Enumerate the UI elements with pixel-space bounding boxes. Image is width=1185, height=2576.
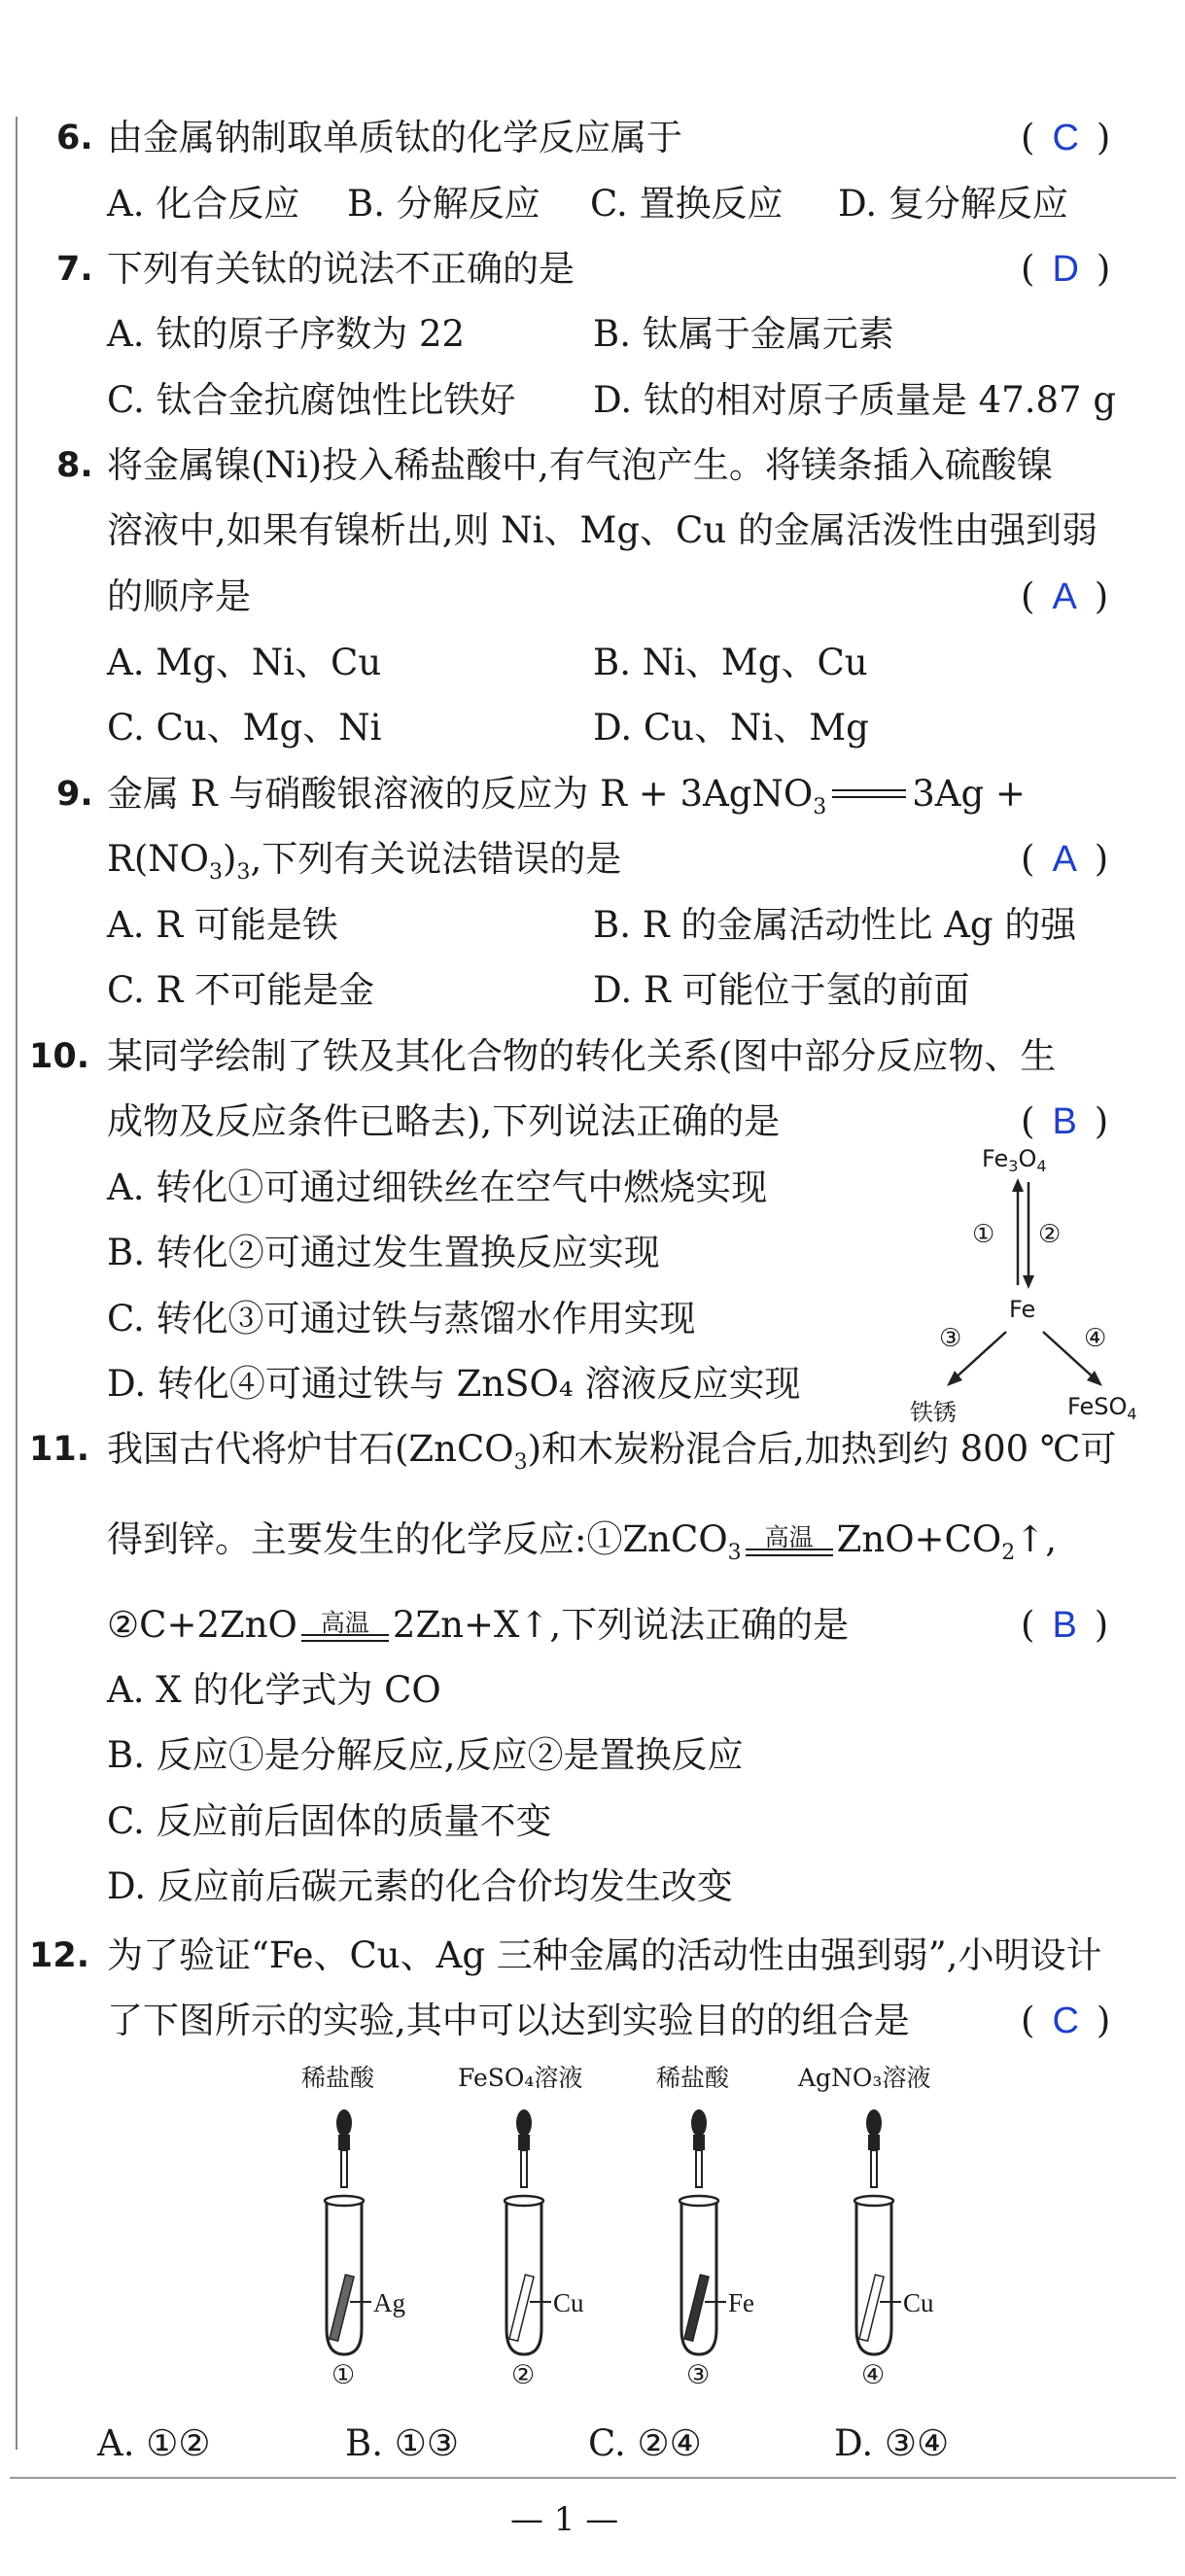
tube-2-number: ② — [511, 2360, 536, 2390]
tube-1-reagent: 稀盐酸 — [301, 2064, 375, 2092]
question-8-answer: ( A ) — [1021, 575, 1109, 617]
question-12-stem-line-2: 了下图所示的实验,其中可以达到实验目的的组合是 — [107, 2000, 910, 2041]
question-6-option-d: D. 复分解反应 — [838, 183, 1068, 225]
test-tube-experiment — [282, 2051, 982, 2401]
tube-3-metal: Fe — [728, 2288, 754, 2317]
tube-3 — [637, 2051, 792, 2401]
question-11-stem-line-3: ②C+2ZnO 高温 2Zn+X↑,下列说法正确的是 — [107, 1604, 850, 1646]
question-8-stem-line-2: 溶液中,如果有镍析出,则 Ni、Mg、Cu 的金属活泼性由强到弱 — [107, 509, 1098, 551]
margin-rule — [16, 117, 17, 2450]
question-12-option-d: D. ③④ — [834, 2422, 950, 2464]
page-number: — 1 — — [510, 2500, 619, 2539]
question-6-option-a: A. 化合反应 — [107, 183, 300, 225]
tube-3-reagent: 稀盐酸 — [656, 2064, 730, 2092]
question-11-option-c: C. 反应前后固体的质量不变 — [107, 1800, 552, 1842]
question-12-option-c: C. ②④ — [588, 2422, 702, 2464]
question-7-answer: ( D ) — [1021, 248, 1111, 290]
question-12-answer: ( C ) — [1021, 2000, 1111, 2041]
dropper-and-tube-1-icon — [282, 2100, 437, 2391]
diagram-label-4: ④ — [1084, 1324, 1107, 1353]
question-9-option-b: B. R 的金属活动性比 Ag 的强 — [593, 904, 1077, 946]
question-8-option-b: B. Ni、Mg、Cu — [593, 642, 868, 683]
diagram-label-3: ③ — [939, 1324, 962, 1353]
iron-conversion-diagram — [904, 1137, 1157, 1429]
tube-2 — [458, 2051, 617, 2401]
question-10-option-d: D. 转化④可通过铁与 ZnSO₄ 溶液反应实现 — [107, 1363, 801, 1405]
question-12-number: 12. — [29, 1936, 90, 1975]
question-12-option-a: A. ①② — [97, 2422, 211, 2464]
reaction-condition-high-temp-2: 高温 — [301, 1617, 389, 1642]
tube-4-number: ④ — [861, 2360, 886, 2390]
question-10-option-c: C. 转化③可通过铁与蒸馏水作用实现 — [107, 1298, 696, 1340]
question-9-option-d: D. R 可能位于氢的前面 — [593, 969, 970, 1011]
question-9-option-c: C. R 不可能是金 — [107, 969, 375, 1011]
question-9-answer: ( A ) — [1021, 838, 1109, 880]
tube-4 — [798, 2051, 982, 2401]
question-7-option-a: A. 钛的原子序数为 22 — [107, 313, 466, 355]
tube-2-reagent: FeSO₄溶液 — [458, 2064, 583, 2092]
question-6-answer: ( C ) — [1021, 117, 1111, 158]
question-9-stem-line-2: $R(NO_3)_3$,下列有关说法错误的是 — [107, 838, 622, 885]
equals-sign — [832, 789, 906, 798]
question-10-stem-line-1: 某同学绘制了铁及其化合物的转化关系(图中部分反应物、生 — [107, 1035, 1057, 1077]
question-9-stem-line-1: 金属 R 与硝酸银溶液的反应为 R + 3AgNO$_3$ 3Ag + — [107, 773, 1026, 819]
question-11-option-a: A. X 的化学式为 CO — [107, 1669, 441, 1711]
tube-4-metal: Cu — [903, 2288, 934, 2317]
question-11-answer: ( B ) — [1021, 1604, 1109, 1646]
question-10-answer: ( B ) — [1021, 1100, 1109, 1142]
tube-4-reagent: AgNO₃溶液 — [798, 2064, 931, 2092]
question-7-option-c: C. 钛合金抗腐蚀性比铁好 — [107, 379, 516, 421]
question-10-option-a: A. 转化①可通过细铁丝在空气中燃烧实现 — [107, 1166, 768, 1208]
question-11-option-b: B. 反应①是分解反应,反应②是置换反应 — [107, 1734, 744, 1776]
question-11-option-d: D. 反应前后碳元素的化合价均发生改变 — [107, 1865, 733, 1907]
bottom-rule — [10, 2477, 1176, 2479]
tube-1-number: ① — [331, 2360, 356, 2390]
question-12-option-b: B. ①③ — [345, 2422, 460, 2464]
question-7-number: 7. — [56, 250, 93, 289]
question-7-stem: 下列有关钛的说法不正确的是 — [107, 248, 575, 290]
tube-1 — [282, 2051, 437, 2401]
question-11-stem-line-1: 我国古代将炉甘石(ZnCO$_3$)和木炭粉混合后,加热到约 800 ℃可 — [107, 1428, 1117, 1475]
question-11-number: 11. — [29, 1430, 90, 1469]
question-8-stem-line-1: 将金属镍(Ni)投入稀盐酸中,有气泡产生。将镁条插入硫酸镍 — [107, 444, 1053, 486]
question-9-number: 9. — [56, 775, 93, 814]
tube-3-number: ③ — [686, 2360, 711, 2390]
diagram-arrows — [904, 1137, 1157, 1429]
question-11-stem-line-2: 得到锌。主要发生的化学反应:①ZnCO$_3$ 高温 $ZnO+CO_2↑$, — [107, 1518, 1057, 1565]
question-6-number: 6. — [56, 119, 93, 157]
diagram-label-2: ② — [1038, 1220, 1062, 1249]
question-8-option-c: C. Cu、Mg、Ni — [107, 707, 382, 748]
tube-1-metal: Ag — [373, 2288, 405, 2317]
diagram-fe3o4-label: $Fe_3O_4$ — [982, 1145, 1047, 1175]
question-10-stem-line-2: 成物及反应条件已略去),下列说法正确的是 — [107, 1100, 781, 1142]
question-10-number: 10. — [29, 1037, 90, 1076]
dropper-and-tube-4-icon — [812, 2100, 967, 2391]
question-8-number: 8. — [56, 446, 93, 485]
tube-2-metal: Cu — [553, 2288, 584, 2317]
question-8-stem-line-3: 的顺序是 — [107, 575, 251, 617]
question-7-option-b: B. 钛属于金属元素 — [593, 313, 894, 355]
question-8-option-d: D. Cu、Ni、Mg — [593, 707, 869, 748]
question-9-option-a: A. R 可能是铁 — [107, 904, 338, 946]
question-7-option-d: D. 钛的相对原子质量是 47.87 g — [593, 379, 1116, 421]
diagram-fe-center: Fe — [1009, 1296, 1036, 1323]
question-12-stem-line-1: 为了验证“Fe、Cu、Ag 三种金属的活动性由强到弱”,小明设计 — [107, 1934, 1102, 1976]
diagram-rust-label: 铁锈 — [910, 1399, 957, 1426]
question-6-option-b: B. 分解反应 — [347, 183, 540, 225]
diagram-feso4-label: FeSO$_4$ — [1067, 1393, 1137, 1423]
question-6-stem: 由金属钠制取单质钛的化学反应属于 — [107, 117, 682, 158]
dropper-and-tube-3-icon — [637, 2100, 792, 2391]
diagram-label-1: ① — [972, 1220, 995, 1249]
question-8-option-a: A. Mg、Ni、Cu — [107, 642, 382, 683]
question-10-option-b: B. 转化②可通过发生置换反应实现 — [107, 1232, 660, 1273]
reaction-condition-high-temp-1: 高温 — [746, 1531, 833, 1556]
dropper-and-tube-2-icon — [462, 2100, 617, 2391]
question-6-option-c: C. 置换反应 — [590, 183, 784, 225]
